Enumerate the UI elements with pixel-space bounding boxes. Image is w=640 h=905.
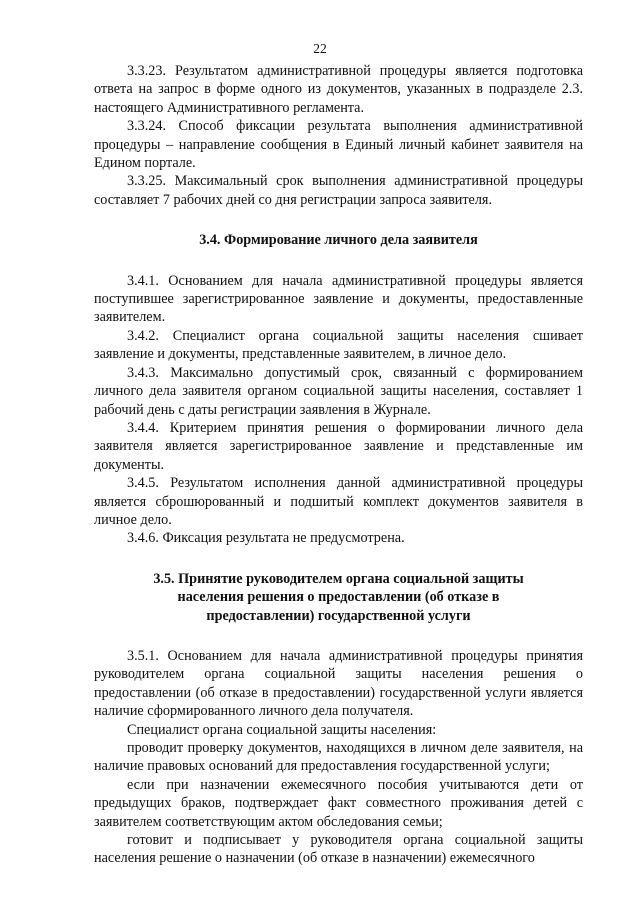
paragraph-3-4-3: 3.4.3. Максимально допустимый срок, связанный с формированием личного дела заявителя органом социальной защиты населения, составляет 1 рабочий день с даты регистрации заявления в Журнале.: [94, 364, 583, 418]
paragraph-3-4-5: 3.4.5. Результатом исполнения данной административной процедуры является сброшюрованный и подшитый комплект документов заявителя в личное дело.: [94, 475, 583, 528]
paragraph-3-5-1: 3.5.1. Основанием для начала административной процедуры принятия руководителем органа социальной защиты населения решения о предоставлении (об отказе в предоставлении) государственной услуги является наличие сформированного личного дела получателя.: [94, 647, 583, 720]
paragraph-previous-marriages: если при назначении ежемесячного пособия учитываются дети от предыдущих браков, подтверждает факт совместного проживания детей с заявителем соответствующим актом обследования семьи;: [94, 776, 583, 830]
paragraph-3-3-23: 3.3.23. Результатом административной процедуры является подготовка ответа на запрос в форме одного из документов, указанных в подразделе 2.3. настоящего Административного регламента.: [94, 63, 583, 116]
section-heading-3-5: 3.5. Принятие руководителем органа социальной защиты населения решения о предоставлении (об отказе в предоставлении) государственной услуги: [153, 570, 524, 624]
paragraph-3-3-24: 3.3.24. Способ фиксации результата выполнения административной процедуры – направление сообщения в Единый личный кабинет заявителя на Едином портале.: [94, 118, 583, 172]
paragraph-3-4-1: 3.4.1. Основанием для начала административной процедуры является поступившее зарегистрированное заявление и документы, предоставленные заявителем.: [94, 272, 583, 326]
document-body: [94, 62, 583, 868]
paragraph-3-4-6: 3.4.6. Фиксация результата не предусмотрена.: [127, 530, 405, 547]
paragraph-3-4-2: 3.4.2. Специалист органа социальной защиты населения сшивает заявление и документы, представленные заявителем, в личное дело.: [94, 327, 583, 363]
paragraph-specialist: Специалист органа социальной защиты населения:: [127, 721, 437, 738]
paragraph-3-4-4: 3.4.4. Критерием принятия решения о формировании личного дела заявителя является зарегистрированное заявление и представленные им документы.: [94, 419, 583, 473]
paragraph-3-3-25: 3.3.25. Максимальный срок выполнения административной процедуры составляет 7 рабочих дней со дня регистрации запроса заявителя.: [94, 173, 583, 208]
section-heading-3-4: 3.4. Формирование личного дела заявителя: [199, 232, 478, 249]
page-number: 22: [313, 41, 327, 56]
paragraph-checks-documents: проводит проверку документов, находящихся в личном деле заявителя, на наличие правовых оснований для предоставления государственной услуги;: [94, 740, 583, 775]
paragraph-prepares-decision: готовит и подписывает у руководителя органа социальной защиты населения решение о назначении (об отказе в назначении) ежемесячного: [94, 832, 583, 867]
